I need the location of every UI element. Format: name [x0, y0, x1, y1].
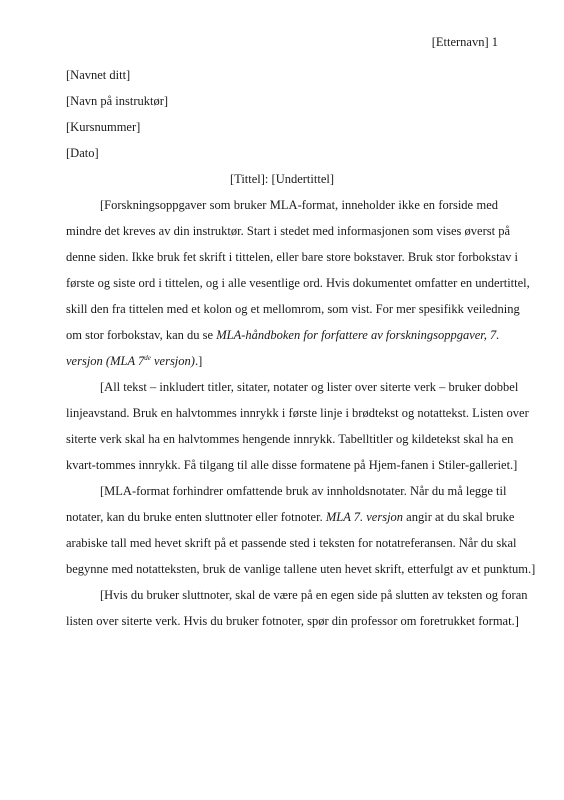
- heading-date: [Dato]: [66, 146, 99, 160]
- paragraph-text: .]: [194, 354, 203, 368]
- paragraph-line: [66, 509, 515, 535]
- paragraph-text: angir at du skal bruke: [403, 510, 515, 524]
- paragraph-line: listen over siterte verk. Hvis du bruker fotnoter, spør din professor om foretrukket format.]: [66, 614, 519, 628]
- paragraph-line: linjeavstand. Bruk en halvtommes innrykk i første linje i brødtekst og notattekst. Listen over: [66, 406, 529, 420]
- paragraph-text: om stor forbokstav, kan du se: [66, 328, 217, 342]
- paragraph-line: begynne med notatteksten, bruk de vanlige tallene uten hevet skrift, etterfulgt av et punktum.]: [66, 562, 536, 576]
- paragraph-3: [66, 483, 536, 587]
- book-title-italic: MLA-håndboken for forfattere av forskningsoppgaver, 7.: [216, 328, 500, 342]
- heading-name: [Navnet ditt]: [66, 68, 131, 82]
- paragraph-line: [MLA-format forhindrer omfattende bruk av innholdsnotater. Når du må legge til: [100, 484, 507, 498]
- paragraph-line: [66, 353, 498, 379]
- paragraph-line: arabiske tall med hevet skrift på et passende sted i teksten for notatreferansen. Når du skal: [66, 536, 517, 550]
- superscript: de: [144, 354, 151, 362]
- paragraph-4: [66, 587, 528, 639]
- paragraph-line: kvart-tommes innrykk. Få tilgang til alle disse formatene på Hjem-fanen i Stiler-galleriet.]: [66, 458, 518, 472]
- heading-instructor: [Navn på instruktør]: [66, 94, 169, 108]
- book-title-italic: versjon (MLA 7: [66, 354, 145, 368]
- paragraph-line: [Forskningsoppgaver som bruker MLA-format, inneholder ikke en forside med: [100, 198, 498, 212]
- running-head: [Etternavn] 1: [431, 35, 498, 49]
- paragraph-2: [66, 379, 529, 483]
- paragraph-line: første og siste ord i tittelen, og i alle vesentlige ord. Hvis dokumentet omfatter en undertittel,: [66, 276, 530, 290]
- paragraph-line: [All tekst – inkludert titler, sitater, notater og lister over siterte verk – bruker dobbel: [100, 380, 519, 394]
- book-title-italic: MLA 7. versjon: [325, 510, 404, 524]
- book-title-italic: versjon): [150, 354, 195, 368]
- heading-course: [Kursnummer]: [66, 120, 141, 134]
- paragraph-line: mindre det kreves av din instruktør. Start i stedet med informasjonen som vises øverst på: [66, 224, 511, 238]
- paragraph-line: [Hvis du bruker sluttnoter, skal de være på en egen side på slutten av teksten og foran: [100, 588, 528, 602]
- document-body: [66, 67, 536, 639]
- paragraph-1: [66, 197, 530, 379]
- paragraph-line: denne siden. Ikke bruk fet skrift i tittelen, eller bare store bokstaver. Bruk stor forbokstav i: [66, 250, 518, 264]
- paragraph-line: skill den fra tittelen med et kolon og et mellomrom, som vist. For mer spesifikk veiledning: [66, 302, 520, 316]
- paper-title: [Tittel]: [Undertittel]: [229, 172, 335, 186]
- paragraph-line: [66, 327, 498, 353]
- paragraph-text: notater, kan du bruke enten sluttnoter eller fotnoter.: [66, 510, 326, 524]
- paragraph-line: siterte verk skal ha en halvtommes hengende innrykk. Tabelltitler og kildetekst skal ha en: [66, 432, 514, 446]
